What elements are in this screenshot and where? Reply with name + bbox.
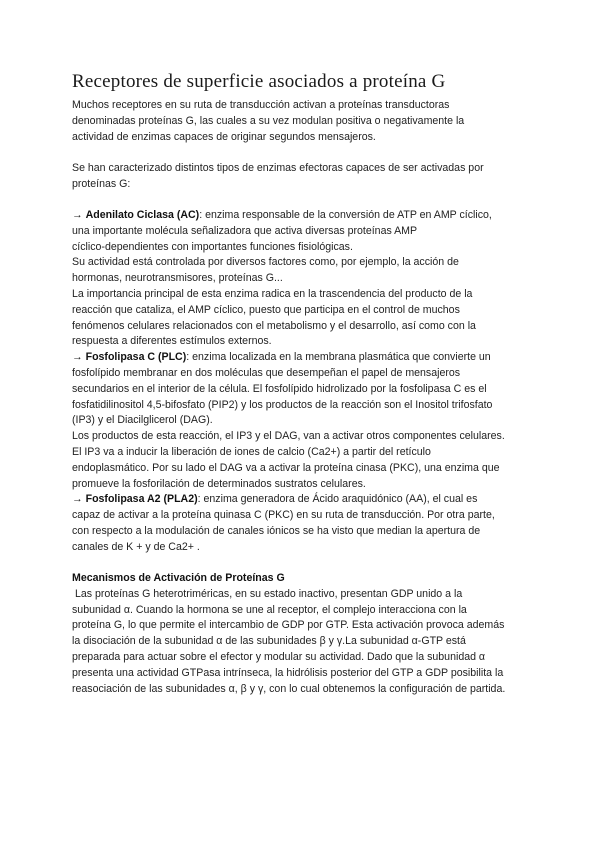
text-line: presenta una actividad GTPasa intrínseca, la hidrólisis posterior del GTP a GDP posibilita la (72, 666, 504, 679)
section-fosfolipasa-c (72, 350, 532, 492)
mechanism-heading: Mecanismos de Activación de Proteínas G (72, 572, 285, 585)
section-fosfolipasa-a2 (72, 492, 532, 555)
text-line: Muchos receptores en su ruta de transducción activan a proteínas transductoras (72, 99, 450, 111)
arrow-icon: → (72, 351, 83, 364)
text-line: proteína G, lo que permite el intercambio de GDP por GTP. Esta activación provoca además (72, 619, 505, 632)
text-fragment: : enzima localizada en la membrana plasmática que convierte un (186, 351, 491, 364)
text-line: la disociación de la subunidad α de las subunidades β y γ.La subunidad α-GTP está (72, 635, 466, 648)
text-line: canales de K + y de Ca2+ . (72, 540, 200, 553)
text-line: promueve la fosforilación de determinados sustratos celulares. (72, 477, 366, 490)
arrow-icon: → (72, 208, 83, 221)
text-line: subunidad α. Cuando la hormona se une al receptor, el complejo interacciona con la (72, 603, 467, 616)
text-line: secundarios en el interior de la célula. El fosfolípido hidrolizado por la fosfolipasa C es el (72, 382, 487, 395)
text-line: una importante molécula señalizadora que activa diversas proteínas AMP (72, 224, 418, 237)
text-line: respuesta a diferentes estímulos externos. (72, 335, 272, 348)
text-line: fosfatidilinositol 4,5-bifosfato (PIP2) y los productos de la reacción son el Inositol trifosfato (72, 398, 493, 411)
text-line: Se han caracterizado distintos tipos de enzimas efectoras capaces de ser activadas por (72, 161, 484, 174)
section-mechanism (72, 571, 532, 697)
text-line: Los productos de esta reacción, el IP3 y el DAG, van a activar otros componentes celulares. (72, 430, 505, 443)
text-line: (IP3) y el Diacilglicerol (DAG). (72, 414, 213, 427)
section-heading: Fosfolipasa A2 (PLA2) (85, 493, 198, 506)
text-line: reacción que cataliza, el AMP cíclico, puesto que participa en el control de muchos (72, 303, 460, 316)
text-line: endoplasmático. Por su lado el DAG va a activar la proteína cinasa (PKC), una enzima que (72, 461, 500, 474)
text-line: fenómenos celulares relacionados con el metabolismo y el desarrollo, así como con la (72, 319, 476, 332)
text-line: proteínas G: (72, 177, 131, 190)
text-fragment: : enzima responsable de la conversión de ATP en AMP cíclico, (199, 208, 492, 221)
enzymes-intro-paragraph (72, 161, 532, 193)
text-line: preparada para actuar sobre el efector y modular su actividad. Dado que la subunidad α (72, 651, 486, 663)
section-first-line (72, 350, 532, 366)
section-heading (72, 571, 532, 587)
section-first-line (72, 208, 532, 224)
text-line: Las proteínas G heterotriméricas, en su estado inactivo, presentan GDP unido a la (72, 587, 463, 600)
text-line: La importancia principal de esta enzima radica en la trascendencia del producto de la (72, 287, 473, 300)
text-fragment: : enzima generadora de Ácido araquidónico (AA), el cual es (197, 493, 478, 506)
section-heading: Adenilato Ciclasa (AC) (85, 208, 200, 221)
section-first-line (72, 492, 532, 508)
text-line: con respecto a la modulación de canales iónicos se ha visto que median la apertura de (72, 524, 481, 537)
page-title: Receptores de superficie asociados a proteína G (72, 71, 446, 92)
text-line: actividad de enzimas capaces de originar segundos mensajeros. (72, 130, 376, 143)
arrow-icon: → (72, 493, 83, 506)
document-body (72, 98, 532, 697)
text-line: Su actividad está controlada por diversos factores como, por ejemplo, la acción de (72, 256, 459, 269)
text-line: denominadas proteínas G, las cuales a su vez modulan positiva o negativamente la (72, 114, 465, 127)
section-adenilato-ciclasa (72, 208, 532, 350)
text-line: hormonas, neurotransmisores, proteínas G... (72, 272, 283, 285)
text-line: fosfolípido membranar en dos moléculas que desempeñan el papel de mensajeros (72, 366, 461, 379)
section-heading: Fosfolipasa C (PLC) (85, 351, 187, 364)
intro-paragraph (72, 98, 532, 145)
text-line: El IP3 va a inducir la liberación de iones de calcio (Ca2+) a partir del retículo (72, 445, 431, 458)
text-line: cíclico-dependientes con importantes funciones fisiológicas. (72, 240, 353, 253)
text-line: capaz de activar a la proteína quinasa C (PKC) en su ruta de transducción. Por otra parte, (72, 509, 495, 522)
text-line: reasociación de las subunidades α, β y γ, con lo cual obtenemos la configuración de partida. (72, 682, 506, 695)
